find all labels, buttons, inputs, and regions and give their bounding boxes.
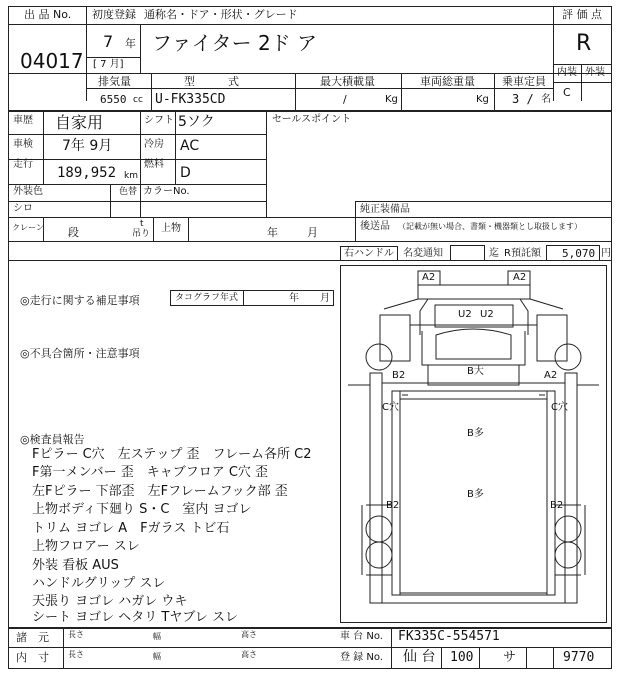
driving-notes-label: ◎走行に関する補足事項 bbox=[20, 294, 140, 307]
mark-b2-left: B2 bbox=[392, 370, 406, 381]
crane-ton: t bbox=[140, 219, 144, 229]
exterior-color-label: 外装色 bbox=[13, 186, 43, 197]
length-label-interior: 長さ bbox=[68, 650, 84, 659]
first-registration-month: [ 7 月] bbox=[93, 59, 124, 70]
exterior-color-value: シロ bbox=[13, 203, 33, 214]
mark-u2-right: U2 bbox=[480, 309, 494, 320]
mark-a2-left: A2 bbox=[422, 272, 436, 283]
tachograph-year: 年 bbox=[289, 293, 299, 304]
mileage-value: 189,952 bbox=[57, 165, 117, 181]
name-change-box bbox=[450, 245, 485, 261]
mark-u2-left: U2 bbox=[458, 309, 472, 320]
report-line: F第一メンバー 歪 キャブフロア C穴 歪 bbox=[32, 465, 269, 480]
inspection-value: 7年 9月 bbox=[62, 138, 113, 154]
tax-label: 迄 bbox=[489, 248, 499, 259]
shift-value: 5ソク bbox=[178, 114, 215, 130]
specs-footer-label: 諸 元 bbox=[16, 631, 49, 644]
ac-label: 冷房 bbox=[144, 139, 164, 150]
registration-kana: サ bbox=[503, 650, 517, 665]
right-hand-label: 右ハンドル bbox=[344, 248, 394, 259]
report-line: ハンドルグリップ スレ bbox=[32, 576, 166, 591]
length-label-specs: 長さ bbox=[68, 630, 84, 639]
loading-label: 上物 bbox=[161, 223, 181, 234]
history-value: 自家用 bbox=[55, 113, 104, 132]
aftermarket-label: 後送品 bbox=[360, 221, 390, 232]
sales-points-label: セールスポイント bbox=[272, 114, 352, 125]
inspection-label: 車検 bbox=[13, 139, 33, 150]
max-load-label: 最大積載量 bbox=[320, 75, 375, 88]
gross-weight-label: 車両総重量 bbox=[420, 75, 475, 88]
report-line: トリム ヨゴレ A Fガラス トビ石 bbox=[32, 521, 230, 536]
first-registration-label: 初度登録 bbox=[92, 8, 136, 21]
report-line: 上物フロアー スレ bbox=[32, 539, 140, 554]
report-line: 上物ボディ下廻り S・C 室内 ヨゴレ bbox=[32, 502, 252, 517]
report-line: 外装 看板 AUS bbox=[32, 558, 119, 573]
cc-unit: cc bbox=[133, 95, 143, 105]
height-label-interior: 高さ bbox=[241, 650, 257, 659]
report-line: シート ヨゴレ ヘタリ Tヤブレ スレ bbox=[32, 610, 238, 625]
mark-b-many-front: B多 bbox=[467, 428, 484, 439]
width-label-specs: 幅 bbox=[153, 632, 161, 641]
lot-label: 出 品 No. bbox=[24, 8, 72, 21]
report-line: 天張り ヨゴレ ハガレ ウキ bbox=[32, 594, 188, 609]
mark-b-many-rear: B多 bbox=[467, 489, 484, 500]
color-change-label: 色替 bbox=[119, 187, 138, 197]
chassis-label: 車 台 No. bbox=[340, 631, 383, 642]
model-code: U-FK335CD bbox=[155, 92, 226, 107]
crane-lift: 吊り bbox=[132, 229, 151, 239]
max-load-value: / bbox=[343, 93, 347, 106]
gross-weight-value: Kg bbox=[476, 94, 489, 105]
mark-c-hole-left: C穴 bbox=[382, 402, 399, 413]
color-number-label: カラーNo. bbox=[143, 186, 190, 197]
interior-grade-label: 内装 bbox=[557, 67, 577, 78]
rating-label: 評 価 点 bbox=[562, 8, 602, 21]
mark-c-hole-right: C穴 bbox=[551, 402, 568, 413]
r-credit-value: 5,070 bbox=[562, 247, 596, 260]
truck-outline-diagram bbox=[340, 265, 607, 623]
crane-stage: 段 bbox=[68, 226, 79, 239]
fuel-label: 燃料 bbox=[144, 159, 164, 170]
title-label: 通称名・ドア・形状・グレード bbox=[144, 8, 298, 21]
registration-label: 登 録 No. bbox=[340, 652, 383, 663]
model-name: ファイター 2ド ア bbox=[152, 31, 318, 55]
name-change-label: 名変通知 bbox=[403, 248, 443, 259]
genuine-equipment-label: 純正装備品 bbox=[360, 204, 410, 215]
registration-region: 仙 台 bbox=[403, 649, 436, 665]
rating-value: R bbox=[576, 31, 592, 56]
registration-number: 9770 bbox=[563, 650, 595, 665]
displacement-value: 6550 bbox=[100, 93, 127, 106]
capacity-label: 乗車定員 bbox=[502, 75, 546, 88]
lot-number: 04017 bbox=[20, 49, 84, 73]
width-label-interior: 幅 bbox=[153, 652, 161, 661]
model-code-label: 型 式 bbox=[184, 75, 239, 88]
km-unit: km bbox=[124, 171, 138, 181]
mark-b2-rear-left: B2 bbox=[386, 500, 400, 511]
inspector-report-label: ◎検査員報告 bbox=[20, 433, 85, 446]
year-unit: 年 bbox=[125, 37, 136, 50]
loading-year: 年 bbox=[267, 226, 278, 239]
exterior-grade-label: 外装 bbox=[585, 67, 605, 78]
report-line: Fピラー C穴 左ステップ 歪 フレーム各所 C2 bbox=[32, 447, 312, 462]
first-registration-year: 7 bbox=[103, 32, 114, 51]
loading-month: 月 bbox=[307, 226, 318, 239]
yen-unit: 円 bbox=[601, 248, 611, 259]
history-label: 車歴 bbox=[13, 115, 33, 126]
shift-label: シフト bbox=[144, 115, 174, 126]
tachograph-label: タコグラフ年式 bbox=[175, 293, 239, 303]
defects-label: ◎不具合箇所・注意事項 bbox=[20, 347, 140, 360]
persons-unit: 名 bbox=[541, 94, 551, 105]
tachograph-month: 月 bbox=[320, 293, 330, 304]
max-load-unit: Kg bbox=[385, 94, 398, 105]
mark-a2-side: A2 bbox=[544, 370, 558, 381]
ac-value: AC bbox=[180, 138, 200, 154]
mark-a2-right: A2 bbox=[513, 272, 527, 283]
r-credit-label: R預託額 bbox=[504, 248, 541, 259]
displacement-label: 排気量 bbox=[98, 75, 131, 88]
report-line: 左Fピラー 下部歪 左Fフレームフック部 歪 bbox=[32, 484, 288, 499]
chassis-number: FK335C-554571 bbox=[398, 629, 500, 644]
crane-label: クレーン bbox=[12, 223, 44, 232]
height-label-specs: 高さ bbox=[241, 630, 257, 639]
mileage-label: 走行 bbox=[13, 159, 33, 170]
fuel-value: D bbox=[180, 165, 191, 181]
mark-b-large: B大 bbox=[467, 366, 484, 377]
registration-class: 100 bbox=[450, 650, 474, 665]
aftermarket-note: （記載が無い場合、書類・機器類とし取扱します） bbox=[398, 222, 582, 231]
capacity-value: 3 / bbox=[512, 92, 534, 106]
interior-footer-label: 内 寸 bbox=[16, 651, 49, 664]
interior-grade: C bbox=[563, 86, 571, 99]
mark-b2-rear-right: B2 bbox=[550, 500, 564, 511]
